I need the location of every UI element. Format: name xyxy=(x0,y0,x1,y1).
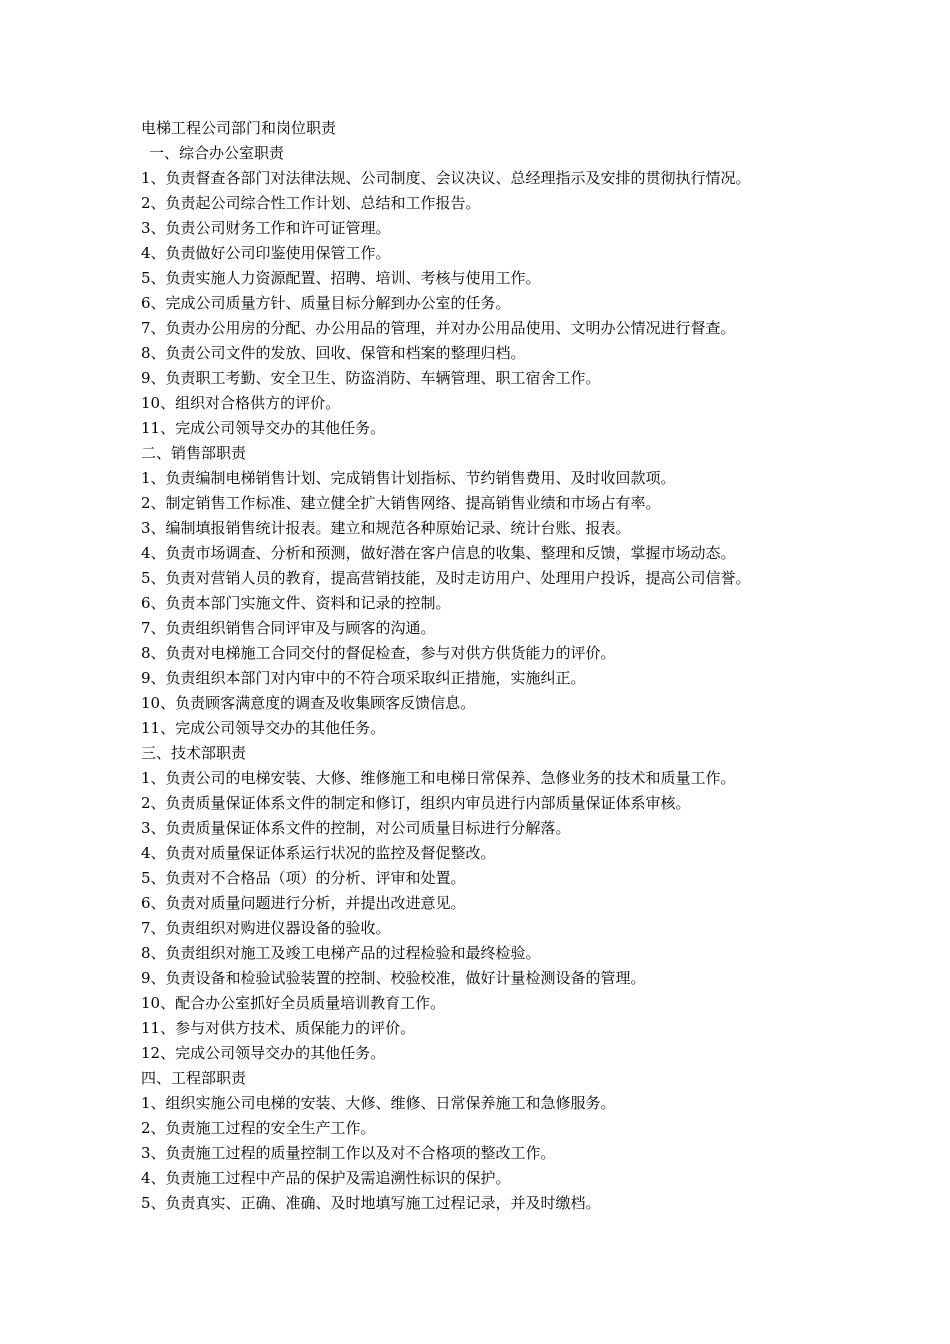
section-heading-technical: 三、技术部职责 xyxy=(141,744,247,762)
list-item: 6、负责本部门实施文件、资料和记录的控制。 xyxy=(141,594,451,612)
list-item: 2、负责质量保证体系文件的制定和修订，组织内审员进行内部质量保证体系审核。 xyxy=(141,794,691,812)
list-item: 8、负责对电梯施工合同交付的督促检查，参与对供方供货能力的评价。 xyxy=(141,644,616,662)
list-item: 2、负责起公司综合性工作计划、总结和工作报告。 xyxy=(141,194,481,212)
list-item: 1、负责公司的电梯安装、大修、维修施工和电梯日常保养、急修业务的技术和质量工作。 xyxy=(141,769,736,787)
list-item: 10、负责顾客满意度的调查及收集顾客反馈信息。 xyxy=(141,694,476,712)
list-item: 10、组织对合格供方的评价。 xyxy=(141,394,341,412)
list-item: 5、负责对营销人员的教育，提高营销技能，及时走访用户、处理用户投诉，提高公司信誉。 xyxy=(141,569,751,587)
list-item: 1、负责编制电梯销售计划、完成销售计划指标、节约销售费用、及时收回款项。 xyxy=(141,469,676,487)
list-item: 9、负责设备和检验试验装置的控制、校验校准，做好计量检测设备的管理。 xyxy=(141,969,646,987)
list-item: 12、完成公司领导交办的其他任务。 xyxy=(141,1044,386,1062)
list-item: 3、负责质量保证体系文件的控制，对公司质量目标进行分解落。 xyxy=(141,819,571,837)
list-item: 4、负责做好公司印鉴使用保管工作。 xyxy=(141,244,391,262)
list-item: 3、编制填报销售统计报表。建立和规范各种原始记录、统计台账、报表。 xyxy=(141,519,631,537)
list-item: 7、负责组织对购进仪器设备的验收。 xyxy=(141,919,391,937)
list-item: 11、参与对供方技术、质保能力的评价。 xyxy=(141,1019,416,1037)
list-item: 11、完成公司领导交办的其他任务。 xyxy=(141,719,386,737)
document-body xyxy=(141,116,841,1216)
list-item: 5、负责对不合格品（项）的分析、评审和处置。 xyxy=(141,869,466,887)
list-item: 7、负责组织销售合同评审及与顾客的沟通。 xyxy=(141,619,436,637)
list-item: 9、负责职工考勤、安全卫生、防盗消防、车辆管理、职工宿舍工作。 xyxy=(141,369,601,387)
list-item: 5、负责真实、正确、准确、及时地填写施工过程记录，并及时缴档。 xyxy=(141,1194,601,1212)
list-item: 5、负责实施人力资源配置、招聘、培训、考核与使用工作。 xyxy=(141,269,541,287)
list-item: 2、负责施工过程的安全生产工作。 xyxy=(141,1119,376,1137)
list-item: 3、负责施工过程的质量控制工作以及对不合格项的整改工作。 xyxy=(141,1144,556,1162)
section-heading-sales: 二、销售部职责 xyxy=(141,444,247,462)
list-item: 4、负责市场调查、分析和预测，做好潜在客户信息的收集、整理和反馈，掌握市场动态。 xyxy=(141,544,736,562)
list-item: 3、负责公司财务工作和许可证管理。 xyxy=(141,219,391,237)
list-item: 10、配合办公室抓好全员质量培训教育工作。 xyxy=(141,994,446,1012)
list-item: 9、负责组织本部门对内审中的不符合项采取纠正措施，实施纠正。 xyxy=(141,669,586,687)
section-heading-office: 一、综合办公室职责 xyxy=(149,144,285,162)
list-item: 1、组织实施公司电梯的安装、大修、维修、日常保养施工和急修服务。 xyxy=(141,1094,616,1112)
list-item: 7、负责办公用房的分配、办公用品的管理，并对办公用品使用、文明办公情况进行督查。 xyxy=(141,319,736,337)
list-item: 11、完成公司领导交办的其他任务。 xyxy=(141,419,386,437)
list-item: 4、负责对质量保证体系运行状况的监控及督促整改。 xyxy=(141,844,496,862)
document-title: 电梯工程公司部门和岗位职责 xyxy=(141,119,337,137)
section-heading-engineering: 四、工程部职责 xyxy=(141,1069,247,1087)
list-item: 2、制定销售工作标准、建立健全扩大销售网络、提高销售业绩和市场占有率。 xyxy=(141,494,661,512)
list-item: 8、负责组织对施工及竣工电梯产品的过程检验和最终检验。 xyxy=(141,944,541,962)
list-item: 6、负责对质量问题进行分析，并提出改进意见。 xyxy=(141,894,466,912)
list-item: 4、负责施工过程中产品的保护及需追溯性标识的保护。 xyxy=(141,1169,511,1187)
list-item: 6、完成公司质量方针、质量目标分解到办公室的任务。 xyxy=(141,294,511,312)
list-item: 8、负责公司文件的发放、回收、保管和档案的整理归档。 xyxy=(141,344,526,362)
list-item: 1、负责督查各部门对法律法规、公司制度、会议决议、总经理指示及安排的贯彻执行情况。 xyxy=(141,169,751,187)
